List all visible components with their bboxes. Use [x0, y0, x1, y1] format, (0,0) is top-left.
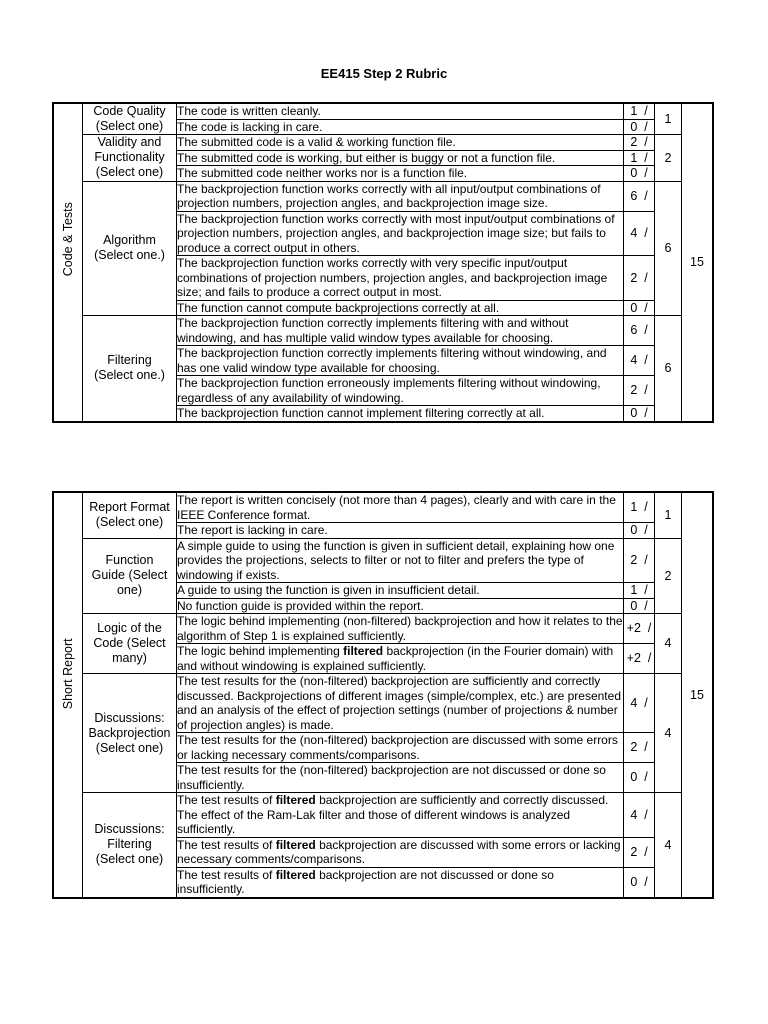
points-value: 0 / — [624, 867, 655, 898]
criterion-description: The test results for the (non-filtered) backprojection are discussed with some errors or lacking necessary comments/comparisons. — [177, 733, 624, 763]
criterion-label: Discussions: Backprojection (Select one) — [83, 674, 177, 793]
points-value: 6 / — [624, 181, 655, 211]
criterion-description: The logic behind implementing filtered backprojection (in the Fourier domain) with and without windowing is explained sufficiently. — [177, 644, 624, 674]
points-value: +2 / — [624, 644, 655, 674]
criterion-description: The test results of filtered backprojection are discussed with some errors or lacking necessary comments/comparisons. — [177, 837, 624, 867]
points-value: 1 / — [624, 492, 655, 523]
section-total: 15 — [682, 103, 714, 422]
points-value: 4 / — [624, 346, 655, 376]
emphasis-text: filtered — [275, 837, 316, 852]
section-label: Code & Tests — [60, 202, 75, 277]
rubric-row — [53, 103, 713, 119]
rubric-row — [53, 538, 713, 583]
criterion-label: Logic of the Code (Select many) — [83, 614, 177, 674]
section-label-cell — [53, 492, 83, 898]
criterion-description: The backprojection function works correctly with very specific input/output combinations of projection numbers, projection angles, and backprojection image size; and fails to produce a correct output in most. — [177, 256, 624, 301]
criterion-label: Report Format (Select one) — [83, 492, 177, 538]
rubric-row — [53, 614, 713, 644]
section-label: Short Report — [60, 637, 75, 709]
criterion-description: The test results of filtered backprojection are not discussed or done so insufficiently. — [177, 867, 624, 898]
emphasis-text: filtered — [343, 644, 384, 658]
page-title: EE415 Step 2 Rubric — [320, 66, 448, 81]
criterion-label: Discussions: Filtering (Select one) — [83, 793, 177, 898]
criterion-description: The test results of filtered backprojection are sufficiently and correctly discussed. The effect of the Ram-Lak filter and those of different windows is analyzed sufficiently. — [177, 793, 624, 838]
criterion-description: The submitted code is working, but either is buggy or not a function file. — [177, 150, 624, 166]
criterion-description: The submitted code is a valid & working function file. — [177, 135, 624, 151]
criterion-description: The backprojection function correctly implements filtering with and without windowing, and has multiple valid window types available for choosing. — [177, 316, 624, 346]
points-value: 6 / — [624, 316, 655, 346]
group-subtotal: 1 — [655, 492, 682, 538]
group-subtotal: 4 — [655, 614, 682, 674]
points-value: 1 / — [624, 150, 655, 166]
criterion-label: Code Quality (Select one) — [83, 103, 177, 135]
criterion-description: The submitted code neither works nor is a function file. — [177, 166, 624, 182]
criterion-description: The backprojection function works correctly with most input/output combinations of projection numbers, projection angles, and backprojection image size; but fails to produce a correct output in others. — [177, 211, 624, 256]
rubric-row — [53, 492, 713, 523]
points-value: 2 / — [624, 135, 655, 151]
criterion-description: The backprojection function works correctly with all input/output combinations of projection numbers, projection angles, and backprojection image size. — [177, 181, 624, 211]
points-value: 0 / — [624, 166, 655, 182]
criterion-description: The backprojection function cannot implement filtering correctly at all. — [177, 406, 624, 422]
criterion-description: The backprojection function correctly implements filtering without windowing, and has one valid window type available for choosing. — [177, 346, 624, 376]
group-subtotal: 4 — [655, 674, 682, 793]
points-value: 0 / — [624, 763, 655, 793]
group-subtotal: 6 — [655, 316, 682, 422]
rubric-row — [53, 793, 713, 838]
criterion-description: The function cannot compute backprojections correctly at all. — [177, 300, 624, 316]
points-value: 2 / — [624, 256, 655, 301]
emphasis-text: filtered — [275, 793, 316, 807]
group-subtotal: 1 — [655, 103, 682, 135]
criterion-description: A simple guide to using the function is given in sufficient detail, explaining how one provides the projections, selects to filter or not to filter and prefers the type of windowing if exists. — [177, 538, 624, 583]
criterion-label: Validity and Functionality (Select one) — [83, 135, 177, 182]
criterion-description: The test results for the (non-filtered) backprojection are sufficiently and correctly discussed. Backprojections of different images (simple/complex, etc.) are presented and an analysis of the effect of projection settings (number of projections & number of projection angles) is made. — [177, 674, 624, 733]
criterion-description: The logic behind implementing (non-filtered) backprojection and how it relates to the algorithm of Step 1 is explained sufficiently. — [177, 614, 623, 643]
points-value: 2 / — [624, 837, 655, 867]
rubric-table-code-tests — [52, 102, 714, 423]
points-value: 2 / — [624, 538, 655, 583]
criterion-description: No function guide is provided within the report. — [177, 598, 624, 614]
criterion-description: The backprojection function erroneously implements filtering without windowing, regardless of any availability of windowing. — [177, 376, 624, 406]
rubric-table-short-report — [52, 491, 714, 899]
rubric-row — [53, 316, 713, 346]
rubric-row — [53, 135, 713, 151]
points-value: 1 / — [624, 583, 655, 599]
points-value: 4 / — [624, 211, 655, 256]
group-subtotal: 2 — [655, 538, 682, 614]
points-value: 2 / — [624, 733, 655, 763]
rubric-row — [53, 674, 713, 733]
criterion-description: The report is lacking in care. — [177, 523, 624, 539]
points-value: 4 / — [624, 674, 655, 733]
rubric-row — [53, 181, 713, 211]
points-value: +2 / — [624, 614, 655, 644]
group-subtotal: 2 — [655, 135, 682, 182]
points-value: 0 / — [624, 119, 655, 135]
criterion-description: The test results for the (non-filtered) backprojection are not discussed or done so insufficiently. — [177, 763, 624, 793]
points-value: 1 / — [624, 103, 655, 119]
criterion-label: Filtering (Select one.) — [83, 316, 177, 422]
group-subtotal: 6 — [655, 181, 682, 316]
points-value: 0 / — [624, 300, 655, 316]
section-total: 15 — [682, 492, 714, 898]
criterion-description: The code is lacking in care. — [177, 119, 624, 135]
criterion-label: Function Guide (Select one) — [83, 538, 177, 614]
criterion-description: A guide to using the function is given in insufficient detail. — [177, 583, 624, 599]
group-subtotal: 4 — [655, 793, 682, 898]
criterion-description: The code is written cleanly. — [177, 103, 624, 119]
criterion-label: Algorithm (Select one.) — [83, 181, 177, 316]
section-label-cell — [53, 103, 83, 422]
criterion-description: The report is written concisely (not more than 4 pages), clearly and with care in the IEEE Conference format. — [177, 492, 624, 523]
points-value: 2 / — [624, 376, 655, 406]
points-value: 4 / — [624, 793, 655, 838]
emphasis-text: filtered — [275, 867, 316, 882]
points-value: 0 / — [624, 406, 655, 422]
points-value: 0 / — [624, 523, 655, 539]
points-value: 0 / — [624, 598, 655, 614]
